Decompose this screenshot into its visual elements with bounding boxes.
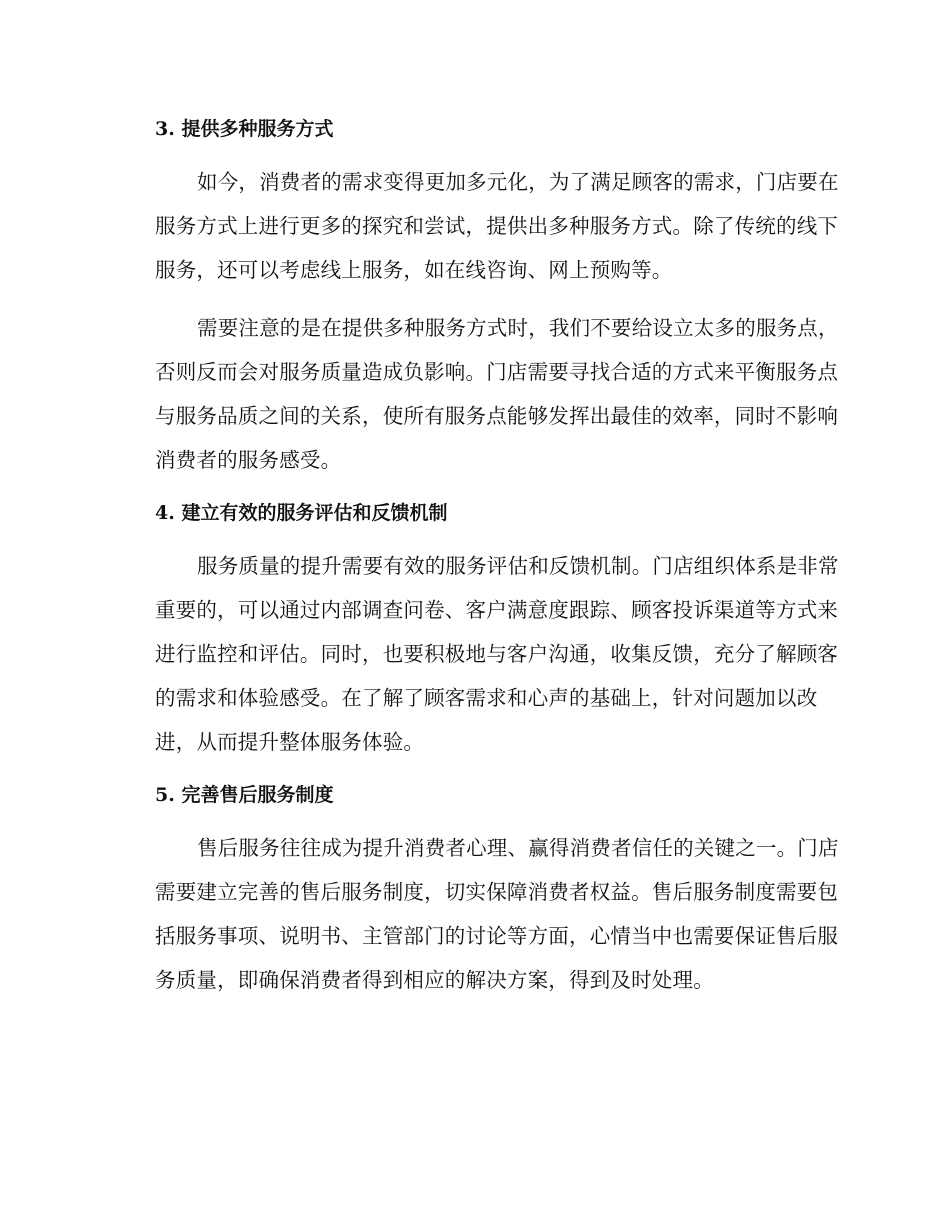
section-heading-4: 4. 建立有效的服务评估和反馈机制 [155,502,448,524]
paragraph-line: 服务，还可以考虑线上服务，如在线咨询、网上预购等。 [155,258,673,282]
section-heading-5: 5. 完善售后服务制度 [155,784,334,806]
paragraph-3-1 [113,160,837,292]
paragraph-line: 进行监控和评估。同时，也要积极地与客户沟通，收集反馈，充分了解顾客 [155,642,839,666]
paragraph-line: 服务质量的提升需要有效的服务评估和反馈机制。门店组织体系是非常 [197,554,839,578]
paragraph-line: 重要的，可以通过内部调查问卷、客户满意度跟踪、顾客投诉渠道等方式来 [155,598,839,622]
paragraph-line: 服务方式上进行更多的探究和尝试，提供出多种服务方式。除了传统的线下 [155,214,839,238]
paragraph-line: 需要建立完善的售后服务制度，切实保障消费者权益。售后服务制度需要包 [155,880,839,904]
paragraph-5-1 [113,826,837,1002]
paragraph-line: 售后服务往往成为提升消费者心理、赢得消费者信任的关键之一。门店 [197,836,839,860]
section-heading-3: 3. 提供多种服务方式 [155,118,334,140]
paragraph-4-1 [113,544,837,764]
paragraph-line: 消费者的服务感受。 [155,448,342,472]
paragraph-line: 如今，消费者的需求变得更加多元化，为了满足顾客的需求，门店要在 [197,170,839,194]
paragraph-line: 与服务品质之间的关系，使所有服务点能够发挥出最佳的效率，同时不影响 [155,404,839,428]
paragraph-line: 的需求和体验感受。在了解了顾客需求和心声的基础上，针对问题加以改 [155,686,818,710]
paragraph-line: 进，从而提升整体服务体验。 [155,730,425,754]
paragraph-line: 需要注意的是在提供多种服务方式时，我们不要给设立太多的服务点， [197,316,839,340]
paragraph-line: 否则反而会对服务质量造成负影响。门店需要寻找合适的方式来平衡服务点 [155,360,839,384]
document-content [113,112,837,1002]
paragraph-3-2 [113,306,837,482]
paragraph-line: 务质量，即确保消费者得到相应的解决方案，得到及时处理。 [155,968,714,992]
paragraph-line: 括服务事项、说明书、主管部门的讨论等方面，心情当中也需要保证售后服 [155,924,839,948]
